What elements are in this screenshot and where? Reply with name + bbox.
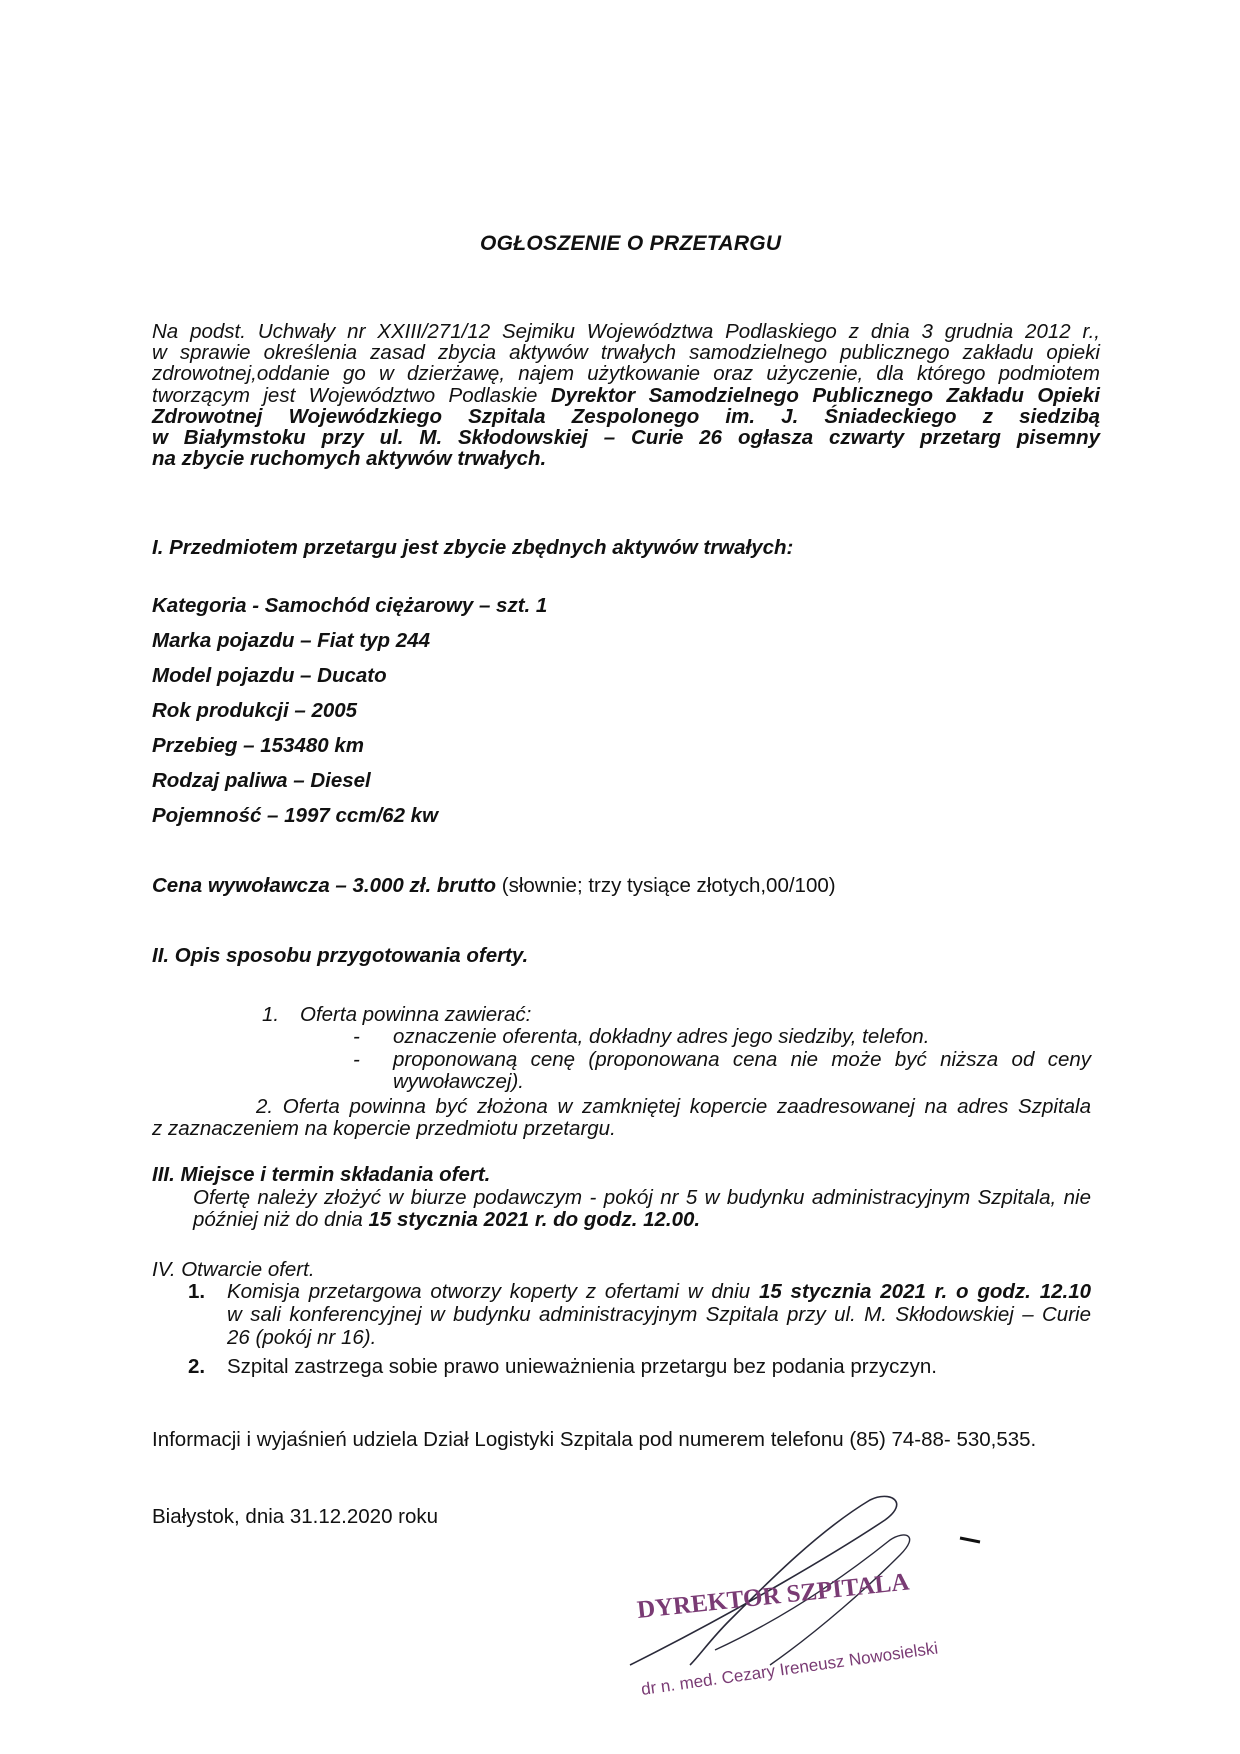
intro-line	[152, 406, 1100, 427]
intro-line	[152, 427, 1100, 448]
section-3-line-1: Ofertę należy złożyć w biurze podawczym - pokój nr 5 w budynku administracyjnym Szpitala, nie	[193, 1186, 1091, 1209]
vehicle-capacity: Pojemność – 1997 ccm/62 kw	[152, 804, 439, 827]
section-1-heading: I. Przedmiotem przetargu jest zbycie zbędnych aktywów trwałych:	[152, 536, 794, 559]
section-3-heading: III. Miejsce i termin składania ofert.	[152, 1163, 491, 1186]
vehicle-fuel: Rodzaj paliwa – Diesel	[152, 769, 371, 792]
bullet-1-text: oznaczenie oferenta, dokładny adres jego siedziby, telefon.	[393, 1025, 930, 1048]
intro-line	[152, 363, 1100, 384]
intro-bold-text: Zdrowotnej Wojewódzkiego Szpitala Zespolonego im. J. Śniadeckiego z siedzibą	[152, 404, 1100, 428]
section-2-item-1-text: Oferta powinna zawierać:	[300, 1003, 532, 1026]
vehicle-make: Marka pojazdu – Fiat typ 244	[152, 629, 430, 652]
pen-mark	[960, 1538, 980, 1542]
stamp-title: DYREKTOR SZPITALA	[635, 1568, 911, 1624]
bullet-2-text-line-2: wywoławczej).	[393, 1070, 524, 1093]
document-title: OGŁOSZENIE O PRZETARGU	[480, 232, 782, 255]
section-4-opening-prefix: Komisja przetargowa otworzy koperty z ofertami w dniu	[227, 1280, 759, 1303]
intro-text: Na podst. Uchwały nr XXIII/271/12 Sejmiku Województwa Podlaskiego z dnia 3 grudnia 2012 r.,	[152, 320, 1100, 343]
section-4-item-2-text: Szpital zastrzega sobie prawo unieważnienia przetargu bez podania przyczyn.	[227, 1355, 937, 1378]
vehicle-mileage: Przebieg – 153480 km	[152, 734, 364, 757]
section-4-item-1-line-1	[227, 1280, 1091, 1304]
section-2-heading: II. Opis sposobu przygotowania oferty.	[152, 944, 529, 967]
intro-text: zdrowotnej,oddanie go w dzierżawę, najem użytkowanie oraz użyczenie, dla którego podmiotem	[152, 362, 1100, 386]
section-2-item-1-label: 1.	[262, 1003, 280, 1026]
section-4-heading: IV. Otwarcie ofert.	[152, 1258, 315, 1281]
intro-line	[152, 385, 1100, 406]
bullet-2-text-line-1: proponowaną cenę (proponowana cena nie może być niższa od ceny	[393, 1048, 1091, 1071]
section-4-item-1-label: 1.	[188, 1280, 206, 1303]
section-4-item-1-line-3: 26 (pokój nr 16).	[227, 1326, 377, 1349]
intro-bold-text: Dyrektor Samodzielnego Publicznego Zakładu Opieki	[550, 383, 1100, 407]
intro-bold-text: w Białymstoku przy ul. M. Skłodowskiej – Curie 26 ogłasza czwarty przetarg pisemny	[152, 426, 1100, 450]
director-stamp-signature	[620, 1490, 1020, 1730]
starting-price	[152, 874, 836, 898]
intro-bold-text: na zbycie ruchomych aktywów trwałych.	[152, 447, 547, 471]
intro-line	[152, 448, 1100, 469]
stamp-name: dr n. med. Cezary Ireneusz Nowosielski	[639, 1638, 940, 1699]
intro-text: tworzącym jest Województwo Podlaskie	[152, 383, 551, 407]
bullet-dash: -	[353, 1048, 360, 1071]
section-2-item-2-line-1: 2. Oferta powinna być złożona w zamkniętej kopercie zaadresowanej na adres Szpitala	[256, 1095, 1091, 1118]
intro-line	[152, 342, 1100, 363]
section-3-line-2	[193, 1208, 700, 1232]
section-4-item-1-line-2: w sali konferencyjnej w budynku administracyjnym Szpitala przy ul. M. Skłodowskiej – Curie	[227, 1303, 1091, 1326]
place-and-date: Białystok, dnia 31.12.2020 roku	[152, 1505, 439, 1528]
bullet-dash: -	[353, 1025, 360, 1048]
section-4-opening-date: 15 stycznia 2021 r. o godz. 12.10	[758, 1280, 1091, 1303]
section-4-item-2-label: 2.	[188, 1355, 206, 1378]
intro-paragraph	[152, 321, 1100, 469]
vehicle-year: Rok produkcji – 2005	[152, 699, 358, 722]
intro-line	[152, 321, 1100, 342]
section-3-deadline: 15 stycznia 2021 r. do godz. 12.00.	[368, 1208, 701, 1231]
intro-text: w sprawie określenia zasad zbycia aktywów trwałych samodzielnego publicznego zakładu opieki	[152, 341, 1100, 365]
section-2-item-2-line-2: z zaznaczeniem na kopercie przedmiotu przetargu.	[152, 1117, 616, 1140]
starting-price-amount: Cena wywoławcza – 3.000 zł. brutto	[152, 874, 497, 897]
contact-info: Informacji i wyjaśnień udziela Dział Logistyki Szpitala pod numerem telefonu (85) 74-88- 530,535.	[152, 1428, 1037, 1451]
vehicle-category: Kategoria - Samochód ciężarowy – szt. 1	[152, 594, 548, 617]
section-3-deadline-prefix: później niż do dnia	[193, 1208, 369, 1231]
vehicle-model: Model pojazdu – Ducato	[152, 664, 387, 687]
starting-price-words: (słownie; trzy tysiące złotych,00/100)	[496, 874, 836, 897]
